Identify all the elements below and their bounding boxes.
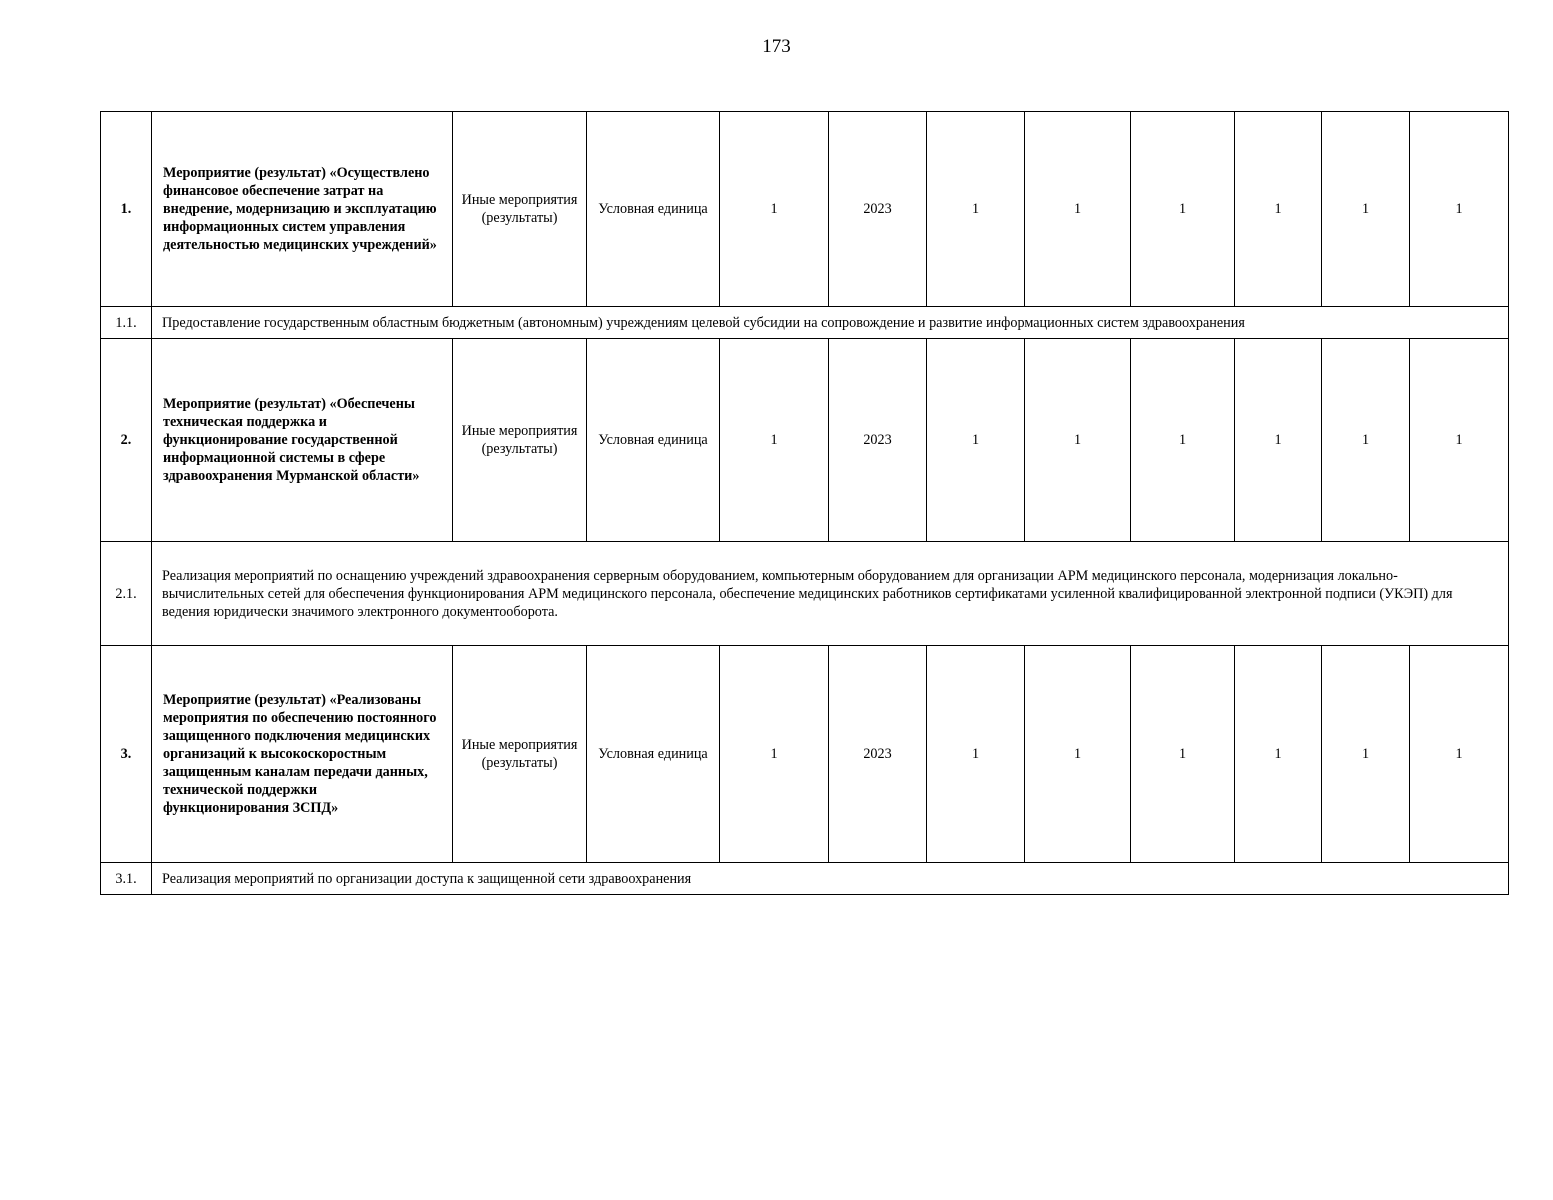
row-number: 2. bbox=[101, 339, 152, 542]
activity-type: Иные мероприятия (результаты) bbox=[453, 646, 587, 863]
year-value: 1 bbox=[927, 339, 1025, 542]
activity-type: Иные мероприятия (результаты) bbox=[453, 112, 587, 307]
year-value: 1 bbox=[927, 112, 1025, 307]
base-year: 2023 bbox=[829, 339, 927, 542]
base-value: 1 bbox=[720, 646, 829, 863]
year-value: 1 bbox=[1025, 112, 1131, 307]
year-value: 1 bbox=[1322, 646, 1410, 863]
subrow-description: Реализация мероприятий по оснащению учреждений здравоохранения серверным оборудованием, компьютерным оборудованием для организации АРМ медицинского персонала, модернизация локально-вычислительных сетей для обеспечения функционирования АРМ медицинского персонала, обеспечение медицинских работников сертификатами усиленной квалифицированной электронной подписи (УКЭП) для ведения юридически значимого электронного документооборота. bbox=[152, 542, 1509, 646]
page-number: 173 bbox=[762, 36, 791, 57]
subrow-description: Реализация мероприятий по организации доступа к защищенной сети здравоохранения bbox=[152, 863, 1509, 895]
year-value: 1 bbox=[1131, 646, 1235, 863]
row-number: 1. bbox=[101, 112, 152, 307]
subrow-number: 1.1. bbox=[101, 307, 152, 339]
unit-of-measure: Условная единица bbox=[587, 646, 720, 863]
subrow-number: 3.1. bbox=[101, 863, 152, 895]
activity-name: Мероприятие (результат) «Обеспечены техническая поддержка и функционирование государственной информационной системы в сфере здравоохранения Мурманской области» bbox=[152, 339, 453, 542]
base-year: 2023 bbox=[829, 112, 927, 307]
table-subrow bbox=[101, 863, 1509, 895]
year-value: 1 bbox=[927, 646, 1025, 863]
year-value: 1 bbox=[1322, 112, 1410, 307]
row-number: 3. bbox=[101, 646, 152, 863]
table-row bbox=[101, 339, 1509, 542]
unit-of-measure: Условная единица bbox=[587, 339, 720, 542]
activity-type: Иные мероприятия (результаты) bbox=[453, 339, 587, 542]
activity-name: Мероприятие (результат) «Реализованы мероприятия по обеспечению постоянного защищенного подключения медицинских организаций к высокоскоростным защищенным каналам передачи данных, технической поддержки функционирования ЗСПД» bbox=[152, 646, 453, 863]
year-value: 1 bbox=[1410, 646, 1509, 863]
year-value: 1 bbox=[1235, 339, 1322, 542]
year-value: 1 bbox=[1235, 112, 1322, 307]
base-year: 2023 bbox=[829, 646, 927, 863]
year-value: 1 bbox=[1235, 646, 1322, 863]
table-row bbox=[101, 646, 1509, 863]
year-value: 1 bbox=[1131, 339, 1235, 542]
base-value: 1 bbox=[720, 112, 829, 307]
year-value: 1 bbox=[1322, 339, 1410, 542]
activity-name: Мероприятие (результат) «Осуществлено финансовое обеспечение затрат на внедрение, модернизацию и эксплуатацию информационных систем управления деятельностью медицинских учреждений» bbox=[152, 112, 453, 307]
base-value: 1 bbox=[720, 339, 829, 542]
unit-of-measure: Условная единица bbox=[587, 112, 720, 307]
year-value: 1 bbox=[1025, 646, 1131, 863]
activities-table bbox=[100, 111, 1509, 895]
table-subrow bbox=[101, 307, 1509, 339]
year-value: 1 bbox=[1025, 339, 1131, 542]
year-value: 1 bbox=[1131, 112, 1235, 307]
year-value: 1 bbox=[1410, 339, 1509, 542]
table-row bbox=[101, 112, 1509, 307]
subrow-description: Предоставление государственным областным бюджетным (автономным) учреждениям целевой субсидии на сопровождение и развитие информационных систем здравоохранения bbox=[152, 307, 1509, 339]
table-subrow bbox=[101, 542, 1509, 646]
year-value: 1 bbox=[1410, 112, 1509, 307]
subrow-number: 2.1. bbox=[101, 542, 152, 646]
